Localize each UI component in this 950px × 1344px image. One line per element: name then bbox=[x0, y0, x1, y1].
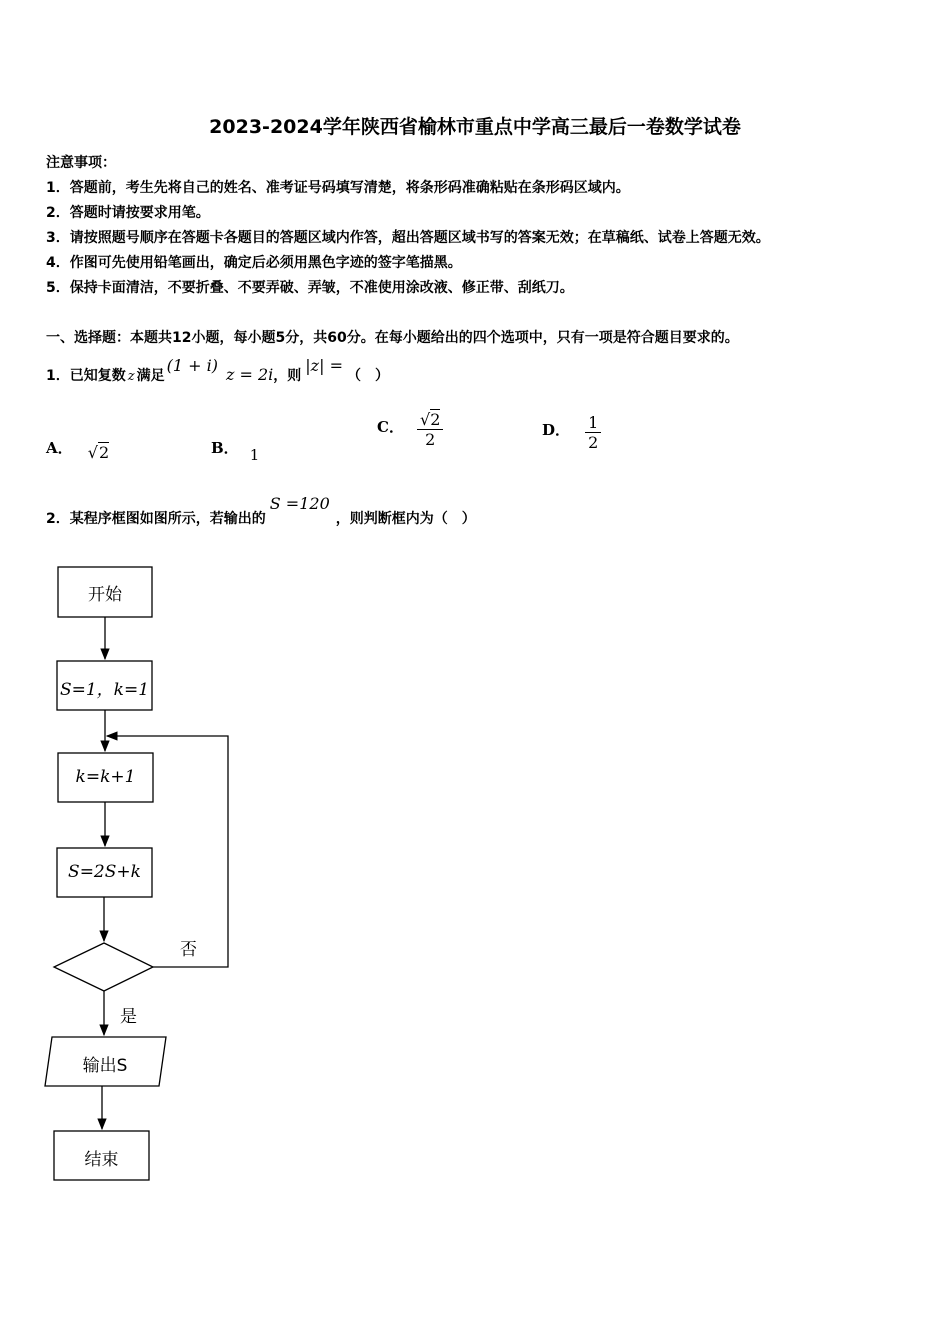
q2-expr: S =120 bbox=[269, 494, 330, 513]
notice-item-4: 4．作图可先使用铅笔画出，确定后必须用黑色字迹的签字笔描黑。 bbox=[46, 255, 462, 271]
flow-output-label: 输出S bbox=[82, 1056, 128, 1076]
decision-diamond bbox=[54, 943, 153, 991]
q1-prefix: 1．已知复数 bbox=[46, 368, 126, 384]
option-letter: D． bbox=[542, 421, 571, 439]
flow-start-label: 开始 bbox=[88, 585, 122, 605]
q1-expr: (1 + i) bbox=[166, 356, 218, 375]
q1-mid: 满足 bbox=[136, 368, 165, 384]
notice-item-3: 3．请按照题号顺序在答题卡各题目的答题区域内作答，超出答题区域书写的答案无效；在草稿纸、试卷上答题无效。 bbox=[46, 230, 770, 246]
q1-expr2: z = 2i bbox=[225, 365, 274, 384]
flow-init-label: S=1，k=1 bbox=[59, 680, 150, 700]
notice-item-5: 5．保持卡面清洁，不要折叠、不要弄破、弄皱，不准使用涂改液、修正带、刮纸刀。 bbox=[46, 280, 574, 296]
section-heading: 一、选择题：本题共12小题，每小题5分，共60分。在每小题给出的四个选项中，只有一项是符合题目要求的。 bbox=[46, 330, 739, 346]
option-letter: B． bbox=[211, 439, 239, 457]
fraction-denominator: 2 bbox=[585, 432, 601, 452]
fraction-numerator: √2 bbox=[420, 410, 441, 429]
page-title: 2023-2024学年陕西省榆林市重点中学高三最后一卷数学试卷 bbox=[209, 116, 741, 138]
option-letter: A． bbox=[46, 439, 73, 457]
notice-heading: 注意事项： bbox=[46, 155, 116, 171]
fraction-numerator: 1 bbox=[588, 413, 599, 432]
q1-blank: （ ） bbox=[346, 368, 389, 384]
q1-sep: ，则 bbox=[273, 368, 302, 384]
fraction-denominator: 2 bbox=[417, 429, 443, 449]
flow-step1-label: k=k+1 bbox=[75, 767, 136, 787]
flow-no-label: 否 bbox=[180, 940, 197, 960]
q1-var-z: z bbox=[127, 369, 135, 384]
q2-suffix: ，则判断框内为（ ） bbox=[335, 511, 476, 527]
option-value: 1 bbox=[249, 446, 260, 464]
notice-item-2: 2．答题时请按要求用笔。 bbox=[46, 205, 210, 221]
option-letter: C． bbox=[377, 418, 404, 436]
flow-end-label: 结束 bbox=[84, 1150, 119, 1170]
flow-yes-label: 是 bbox=[120, 1007, 137, 1027]
sqrt-value: √2 bbox=[87, 443, 110, 462]
q1-abs-z: |z| = bbox=[305, 356, 343, 375]
notice-item-1: 1．答题前，考生先将自己的姓名、准考证号码填写清楚，将条形码准确粘贴在条形码区域内。 bbox=[46, 180, 630, 196]
q2-prefix: 2．某程序框图如图所示，若输出的 bbox=[46, 511, 266, 527]
flow-step2-label: S=2S+k bbox=[68, 862, 141, 882]
